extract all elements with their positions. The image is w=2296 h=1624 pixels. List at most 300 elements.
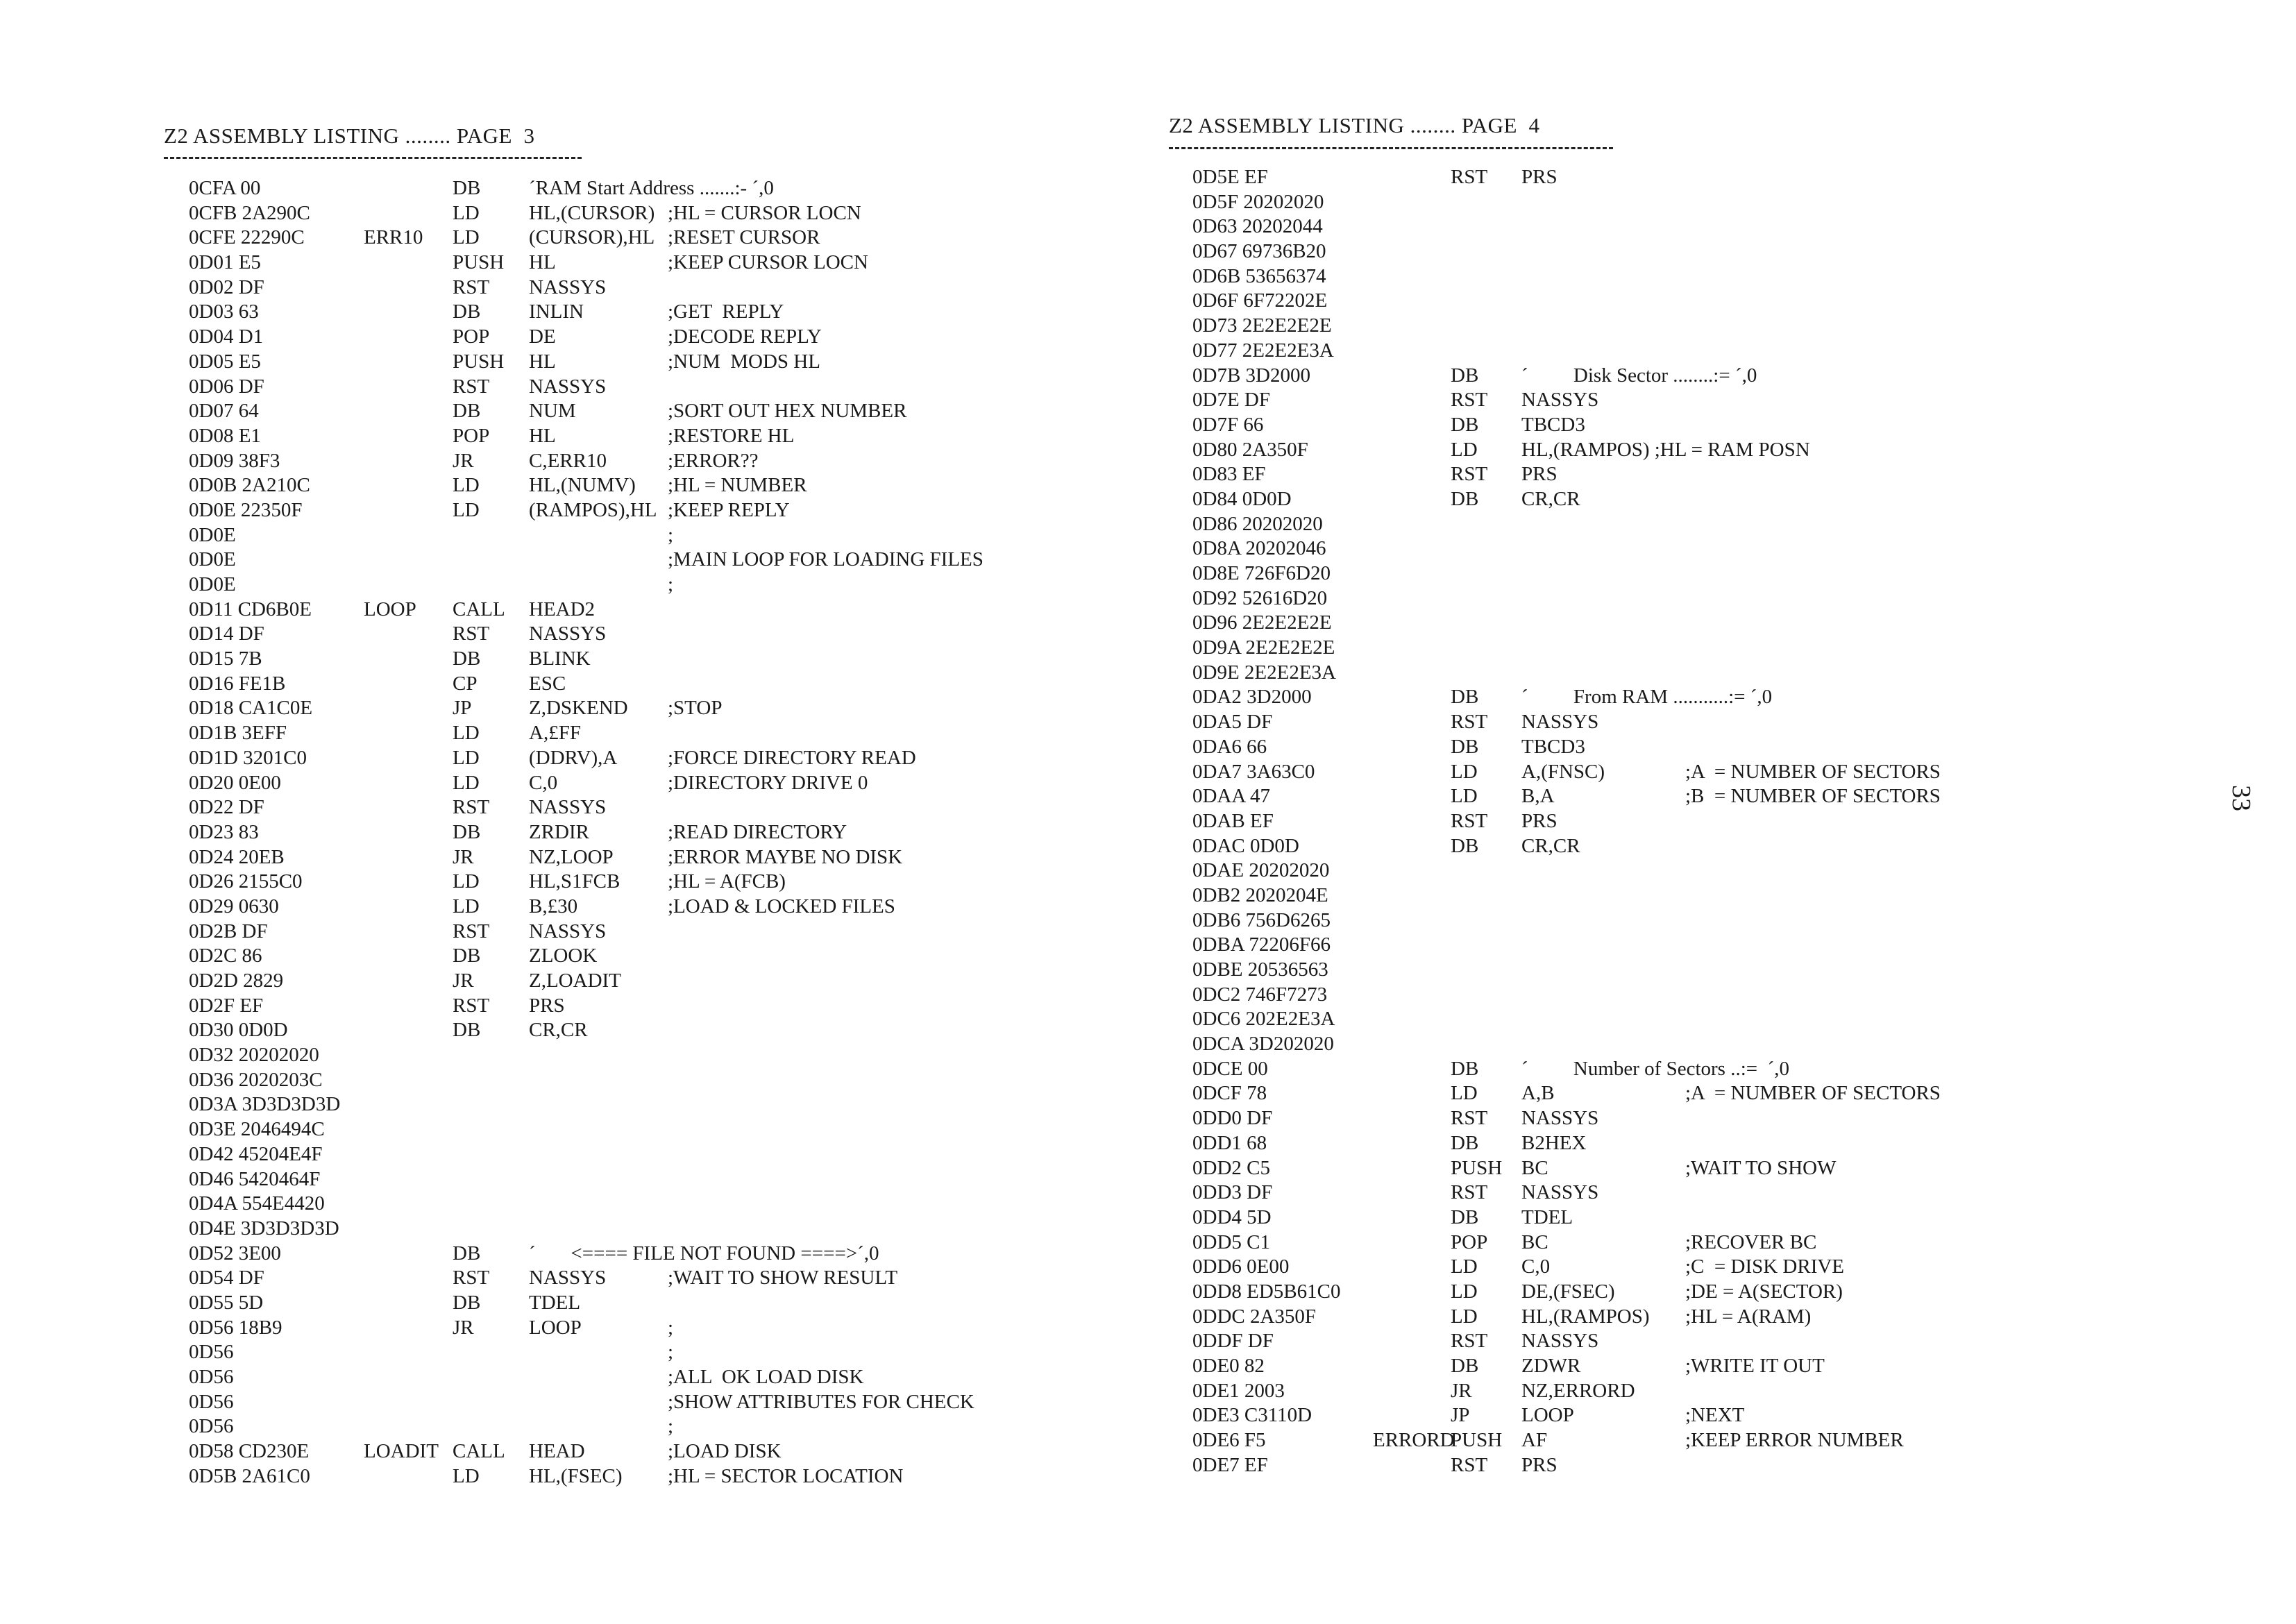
address-code: 0D63 20202044 bbox=[1192, 215, 1323, 238]
mnemonic: RST bbox=[453, 375, 490, 398]
address-code: 0D7B 3D2000 bbox=[1192, 364, 1310, 387]
listing-line bbox=[1192, 1329, 2199, 1354]
address-code: 0D83 EF bbox=[1192, 463, 1266, 486]
address-code: 0D01 E5 bbox=[189, 251, 261, 274]
address-code: 0D29 0630 bbox=[189, 895, 279, 917]
listing-line bbox=[1192, 438, 2199, 463]
operand: HL,(FSEC) bbox=[529, 1464, 623, 1487]
listing-line bbox=[189, 473, 1119, 498]
comment: ;A = NUMBER OF SECTORS bbox=[1685, 1082, 1941, 1105]
operand: (CURSOR),HL bbox=[529, 226, 655, 249]
listing-line bbox=[189, 1117, 1119, 1142]
listing-line bbox=[1192, 512, 2199, 537]
operand: CR,CR bbox=[1521, 834, 1580, 857]
page-header: Z2 ASSEMBLY LISTING ........ PAGE 3 bbox=[164, 124, 535, 148]
operand: TBCD3 bbox=[1521, 735, 1585, 758]
address-code: 0DC6 202E2E3A bbox=[1192, 1008, 1335, 1031]
mnemonic: JR bbox=[453, 449, 474, 472]
address-code: 0DAE 20202020 bbox=[1192, 859, 1330, 882]
address-code: 0D4A 554E4420 bbox=[189, 1192, 325, 1215]
operand: PRS bbox=[1521, 166, 1558, 188]
listing-line bbox=[189, 201, 1119, 226]
comment: ;B = NUMBER OF SECTORS bbox=[1685, 785, 1941, 808]
listing-line bbox=[1192, 1305, 2199, 1330]
operand: LOOP bbox=[1521, 1404, 1574, 1427]
listing-line bbox=[189, 746, 1119, 771]
listing-line bbox=[1192, 685, 2199, 710]
listing-line bbox=[189, 895, 1119, 920]
operand: B,A bbox=[1521, 785, 1555, 808]
address-code: 0DAB EF bbox=[1192, 809, 1274, 832]
address-code: 0D8E 726F6D20 bbox=[1192, 562, 1331, 584]
mnemonic: RST bbox=[1451, 1453, 1488, 1476]
address-code: 0DB2 2020204E bbox=[1192, 883, 1328, 906]
operand: NASSYS bbox=[529, 920, 607, 942]
mnemonic: RST bbox=[453, 1267, 490, 1289]
address-code: 0D46 5420464F bbox=[189, 1167, 321, 1190]
address-code: 0DC2 746F7273 bbox=[1192, 983, 1328, 1006]
listing-line bbox=[1192, 1131, 2199, 1156]
listing-line bbox=[189, 375, 1119, 400]
mnemonic: PUSH bbox=[1451, 1156, 1503, 1179]
mnemonic: RST bbox=[453, 994, 490, 1017]
address-code: 0D24 20EB bbox=[189, 845, 285, 868]
mnemonic: LD bbox=[453, 722, 480, 745]
address-code: 0DD8 ED5B61C0 bbox=[1192, 1280, 1341, 1303]
listing-line bbox=[1192, 413, 2199, 438]
listing-line bbox=[1192, 388, 2199, 413]
mnemonic: JR bbox=[453, 1316, 474, 1339]
listing-line bbox=[1192, 834, 2199, 859]
address-code: 0D18 CA1C0E bbox=[189, 697, 313, 720]
listing-line bbox=[189, 1167, 1119, 1192]
address-code: 0D30 0D0D bbox=[189, 1019, 288, 1042]
mnemonic: LD bbox=[453, 895, 480, 917]
address-code: 0D0E bbox=[189, 523, 236, 546]
operand: NASSYS bbox=[529, 375, 607, 398]
operand: Z,DSKEND bbox=[529, 697, 628, 720]
operand: ´ Disk Sector ........:= ´,0 bbox=[1521, 364, 1757, 387]
operand: DE,(FSEC) bbox=[1521, 1280, 1615, 1303]
mnemonic: DB bbox=[453, 301, 481, 323]
address-code: 0D73 2E2E2E2E bbox=[1192, 314, 1332, 337]
address-code: 0D80 2A350F bbox=[1192, 438, 1308, 461]
comment: ;ALL OK LOAD DISK bbox=[668, 1366, 864, 1388]
operand: INLIN bbox=[529, 301, 584, 323]
listing-line bbox=[189, 969, 1119, 994]
mnemonic: LD bbox=[453, 1464, 480, 1487]
listing-line bbox=[189, 251, 1119, 276]
listing-line bbox=[1192, 760, 2199, 785]
listing-line bbox=[189, 300, 1119, 325]
mnemonic: RST bbox=[1451, 1330, 1488, 1353]
operand: ESC bbox=[529, 672, 566, 695]
comment: ;DIRECTORY DRIVE 0 bbox=[668, 771, 868, 794]
address-code: 0DAA 47 bbox=[1192, 785, 1270, 808]
address-code: 0D5E EF bbox=[1192, 166, 1268, 188]
mnemonic: DB bbox=[1451, 1206, 1479, 1228]
listing-line bbox=[1192, 883, 2199, 908]
comment: ;ERROR MAYBE NO DISK bbox=[668, 845, 903, 868]
address-code: 0DCF 78 bbox=[1192, 1082, 1267, 1105]
listing-line bbox=[189, 994, 1119, 1019]
mnemonic: LD bbox=[453, 746, 480, 769]
mnemonic: RST bbox=[1451, 1107, 1488, 1130]
assembly-listing bbox=[189, 176, 1119, 1489]
address-code: 0DCE 00 bbox=[1192, 1057, 1268, 1080]
mnemonic: RST bbox=[453, 920, 490, 942]
operand: HEAD2 bbox=[529, 598, 596, 620]
comment: ;RESET CURSOR bbox=[668, 226, 820, 249]
operand: AF bbox=[1521, 1429, 1548, 1452]
mnemonic: JR bbox=[1451, 1379, 1472, 1402]
listing-line bbox=[189, 672, 1119, 697]
listing-line bbox=[189, 1291, 1119, 1316]
operand: NASSYS bbox=[1521, 1107, 1599, 1130]
address-code: 0D84 0D0D bbox=[1192, 487, 1292, 510]
operand: NUM bbox=[529, 400, 576, 423]
comment: ;HL = CURSOR LOCN bbox=[668, 201, 861, 224]
address-code: 0D09 38F3 bbox=[189, 449, 280, 472]
listing-line bbox=[189, 424, 1119, 449]
listing-line bbox=[1192, 1230, 2199, 1255]
comment: ;HL = A(RAM) bbox=[1685, 1305, 1812, 1328]
listing-line bbox=[189, 276, 1119, 301]
mnemonic: DB bbox=[453, 177, 481, 199]
comment: ;STOP bbox=[668, 697, 723, 720]
comment: ;NEXT bbox=[1685, 1404, 1745, 1427]
comment: ;GET REPLY bbox=[668, 301, 784, 323]
listing-line bbox=[189, 176, 1119, 201]
operand: C,0 bbox=[529, 771, 558, 794]
address-code: 0D23 83 bbox=[189, 820, 259, 843]
comment: ;NUM MODS HL bbox=[668, 350, 820, 373]
listing-line bbox=[1192, 1032, 2199, 1057]
listing-line bbox=[1192, 289, 2199, 314]
mnemonic: LD bbox=[1451, 1082, 1478, 1105]
listing-line bbox=[1192, 933, 2199, 958]
mnemonic: DB bbox=[1451, 686, 1479, 709]
mnemonic: DB bbox=[453, 1291, 481, 1314]
mnemonic: DB bbox=[453, 1242, 481, 1264]
comment: ;KEEP ERROR NUMBER bbox=[1685, 1429, 1904, 1452]
header-rule bbox=[1169, 147, 1613, 149]
address-code: 0D5B 2A61C0 bbox=[189, 1464, 310, 1487]
mnemonic: LD bbox=[1451, 785, 1478, 808]
address-code: 0D3A 3D3D3D3D bbox=[189, 1093, 341, 1116]
operand: B,£30 bbox=[529, 895, 578, 917]
operand: BC bbox=[1521, 1156, 1548, 1179]
mnemonic: POP bbox=[453, 325, 490, 348]
address-code: 0D11 CD6B0E bbox=[189, 598, 312, 620]
listing-line bbox=[189, 548, 1119, 573]
address-code: 0D32 20202020 bbox=[189, 1044, 319, 1067]
operand: A,(FNSC) bbox=[1521, 760, 1605, 783]
listing-line bbox=[1192, 908, 2199, 933]
operand: ZRDIR bbox=[529, 820, 589, 843]
label: LOOP bbox=[364, 598, 416, 620]
assembly-listing bbox=[1192, 165, 2199, 1478]
comment: ;KEEP REPLY bbox=[668, 498, 790, 521]
mnemonic: JR bbox=[453, 845, 474, 868]
mnemonic: DB bbox=[1451, 487, 1479, 510]
address-code: 0D14 DF bbox=[189, 623, 264, 645]
address-code: 0D56 bbox=[189, 1390, 234, 1413]
listing-line bbox=[1192, 239, 2199, 264]
operand: NASSYS bbox=[529, 796, 607, 819]
operand: LOOP bbox=[529, 1316, 582, 1339]
listing-line bbox=[1192, 165, 2199, 190]
operand: C,ERR10 bbox=[529, 449, 607, 472]
listing-line bbox=[189, 523, 1119, 548]
operand: A,B bbox=[1521, 1082, 1555, 1105]
listing-line bbox=[1192, 462, 2199, 487]
listing-line bbox=[1192, 809, 2199, 834]
address-code: 0D5F 20202020 bbox=[1192, 190, 1324, 213]
mnemonic: JP bbox=[453, 697, 472, 720]
listing-line bbox=[189, 573, 1119, 598]
address-code: 0D03 63 bbox=[189, 301, 259, 323]
address-code: 0D0E bbox=[189, 548, 236, 571]
address-code: 0DA2 3D2000 bbox=[1192, 686, 1312, 709]
page-number: 33 bbox=[2227, 785, 2256, 811]
comment: ;SHOW ATTRIBUTES FOR CHECK bbox=[668, 1390, 974, 1413]
listing-line bbox=[1192, 264, 2199, 289]
listing-line bbox=[189, 1092, 1119, 1117]
address-code: 0DD6 0E00 bbox=[1192, 1255, 1290, 1278]
comment: ;HL = SECTOR LOCATION bbox=[668, 1464, 904, 1487]
address-code: 0D7E DF bbox=[1192, 389, 1270, 412]
address-code: 0D96 2E2E2E2E bbox=[1192, 611, 1332, 634]
address-code: 0D2D 2829 bbox=[189, 970, 284, 992]
mnemonic: RST bbox=[453, 276, 490, 298]
address-code: 0D16 FE1B bbox=[189, 672, 286, 695]
listing-line bbox=[189, 1365, 1119, 1390]
address-code: 0DA5 DF bbox=[1192, 711, 1273, 734]
mnemonic: DB bbox=[453, 820, 481, 843]
listing-line bbox=[1192, 858, 2199, 883]
address-code: 0DD4 5D bbox=[1192, 1206, 1272, 1228]
listing-line bbox=[189, 1043, 1119, 1068]
address-code: 0DE7 EF bbox=[1192, 1453, 1268, 1476]
listing-line bbox=[1192, 1354, 2199, 1379]
comment: ;READ DIRECTORY bbox=[668, 820, 847, 843]
operand: NASSYS bbox=[1521, 711, 1599, 734]
address-code: 0D92 52616D20 bbox=[1192, 586, 1328, 609]
address-code: 0DD5 C1 bbox=[1192, 1230, 1270, 1253]
mnemonic: JR bbox=[453, 970, 474, 992]
operand: NASSYS bbox=[529, 1267, 607, 1289]
label: LOADIT bbox=[364, 1440, 439, 1463]
address-code: 0DD3 DF bbox=[1192, 1181, 1273, 1204]
listing-line bbox=[189, 1068, 1119, 1093]
comment: ; bbox=[668, 523, 674, 546]
listing-line bbox=[189, 1142, 1119, 1167]
operand: (DDRV),A bbox=[529, 746, 618, 769]
listing-line bbox=[1192, 561, 2199, 586]
operand: HL bbox=[529, 251, 556, 274]
listing-line bbox=[1192, 1206, 2199, 1230]
operand: NZ,ERRORD bbox=[1521, 1379, 1635, 1402]
listing-line bbox=[1192, 190, 2199, 215]
mnemonic: DB bbox=[453, 648, 481, 670]
address-code: 0D42 45204E4F bbox=[189, 1142, 323, 1165]
address-code: 0DD2 C5 bbox=[1192, 1156, 1270, 1179]
comment: ;ERROR?? bbox=[668, 449, 759, 472]
listing-line bbox=[1192, 1453, 2199, 1478]
listing-line bbox=[1192, 586, 2199, 611]
operand: Z,LOADIT bbox=[529, 970, 621, 992]
mnemonic: LD bbox=[453, 226, 480, 249]
mnemonic: RST bbox=[1451, 809, 1488, 832]
listing-line bbox=[1192, 1403, 2199, 1428]
comment: ;FORCE DIRECTORY READ bbox=[668, 746, 916, 769]
listing-line bbox=[1192, 1181, 2199, 1206]
listing-line bbox=[1192, 784, 2199, 809]
address-code: 0D2B DF bbox=[189, 920, 268, 942]
address-code: 0D86 20202020 bbox=[1192, 512, 1323, 535]
address-code: 0DE0 82 bbox=[1192, 1355, 1265, 1377]
operand: HL,(CURSOR) bbox=[529, 201, 655, 224]
listing-line bbox=[1192, 314, 2199, 339]
listing-line bbox=[1192, 214, 2199, 239]
mnemonic: POP bbox=[453, 424, 490, 447]
mnemonic: LD bbox=[453, 870, 480, 893]
operand: NASSYS bbox=[1521, 1330, 1599, 1353]
mnemonic: DB bbox=[453, 945, 481, 967]
address-code: 0CFA 00 bbox=[189, 177, 261, 199]
address-code: 0D0B 2A210C bbox=[189, 474, 310, 497]
address-code: 0D07 64 bbox=[189, 400, 259, 423]
listing-line bbox=[1192, 1057, 2199, 1082]
address-code: 0D56 bbox=[189, 1366, 234, 1388]
operand: PRS bbox=[1521, 809, 1558, 832]
operand: HL,S1FCB bbox=[529, 870, 621, 893]
address-code: 0CFE 22290C bbox=[189, 226, 305, 249]
mnemonic: LD bbox=[1451, 1280, 1478, 1303]
comment: ;LOAD & LOCKED FILES bbox=[668, 895, 895, 917]
listing-line bbox=[1192, 636, 2199, 661]
address-code: 0CFB 2A290C bbox=[189, 201, 310, 224]
listing-line bbox=[189, 647, 1119, 672]
listing-line bbox=[189, 399, 1119, 424]
address-code: 0D52 3E00 bbox=[189, 1242, 281, 1264]
operand: TDEL bbox=[1521, 1206, 1573, 1228]
label: ERR10 bbox=[364, 226, 423, 249]
listing-line bbox=[189, 1217, 1119, 1242]
comment: ;LOAD DISK bbox=[668, 1440, 782, 1463]
operand: BC bbox=[1521, 1230, 1548, 1253]
comment: ; bbox=[668, 1341, 674, 1364]
address-code: 0D2F EF bbox=[189, 994, 264, 1017]
listing-line bbox=[189, 1340, 1119, 1365]
mnemonic: RST bbox=[453, 796, 490, 819]
address-code: 0D6F 6F72202E bbox=[1192, 289, 1328, 312]
listing-line bbox=[1192, 364, 2199, 389]
operand: ´ <==== FILE NOT FOUND ====>´,0 bbox=[529, 1242, 879, 1264]
listing-line bbox=[189, 1266, 1119, 1291]
operand: CR,CR bbox=[1521, 487, 1580, 510]
operand: NASSYS bbox=[1521, 1181, 1599, 1204]
address-code: 0DBA 72206F66 bbox=[1192, 933, 1331, 956]
address-code: 0D9A 2E2E2E2E bbox=[1192, 636, 1335, 659]
comment: ;HL = NUMBER bbox=[668, 474, 807, 497]
operand: HEAD bbox=[529, 1440, 585, 1463]
address-code: 0D3E 2046494C bbox=[189, 1118, 325, 1141]
listing-line bbox=[1192, 536, 2199, 561]
operand: HL,(NUMV) bbox=[529, 474, 636, 497]
address-code: 0D9E 2E2E2E3A bbox=[1192, 661, 1336, 684]
address-code: 0D56 bbox=[189, 1341, 234, 1364]
operand: ZLOOK bbox=[529, 945, 598, 967]
mnemonic: PUSH bbox=[453, 350, 505, 373]
comment: ;KEEP CURSOR LOCN bbox=[668, 251, 868, 274]
mnemonic: CALL bbox=[453, 1440, 505, 1463]
comment: ;HL = A(FCB) bbox=[668, 870, 786, 893]
address-code: 0D6B 53656374 bbox=[1192, 264, 1326, 287]
comment: ;RECOVER BC bbox=[1685, 1230, 1817, 1253]
address-code: 0D67 69736B20 bbox=[1192, 240, 1326, 263]
operand: NZ,LOOP bbox=[529, 845, 614, 868]
listing-line bbox=[1192, 1106, 2199, 1131]
listing-line bbox=[1192, 735, 2199, 760]
address-code: 0DA6 66 bbox=[1192, 735, 1267, 758]
mnemonic: RST bbox=[1451, 463, 1488, 486]
mnemonic: LD bbox=[453, 498, 480, 521]
listing-line bbox=[189, 1464, 1119, 1489]
comment: ;DECODE REPLY bbox=[668, 325, 822, 348]
mnemonic: DB bbox=[1451, 1131, 1479, 1154]
comment: ;WRITE IT OUT bbox=[1685, 1355, 1825, 1377]
address-code: 0D26 2155C0 bbox=[189, 870, 303, 893]
mnemonic: RST bbox=[453, 623, 490, 645]
operand: PRS bbox=[1521, 463, 1558, 486]
mnemonic: PUSH bbox=[1451, 1429, 1503, 1452]
listing-line bbox=[189, 1390, 1119, 1415]
listing-line bbox=[189, 795, 1119, 820]
operand: BLINK bbox=[529, 648, 591, 670]
operand: NASSYS bbox=[1521, 389, 1599, 412]
address-code: 0D77 2E2E2E3A bbox=[1192, 339, 1334, 362]
listing-line bbox=[1192, 611, 2199, 636]
right-page bbox=[1148, 0, 2296, 1624]
listing-line bbox=[1192, 661, 2199, 686]
operand: NASSYS bbox=[529, 276, 607, 298]
header-rule bbox=[164, 157, 582, 159]
mnemonic: DB bbox=[1451, 1057, 1479, 1080]
comment: ;MAIN LOOP FOR LOADING FILES bbox=[668, 548, 984, 571]
listing-line bbox=[1192, 1156, 2199, 1181]
address-code: 0D20 0E00 bbox=[189, 771, 281, 794]
operand: PRS bbox=[1521, 1453, 1558, 1476]
listing-line bbox=[189, 870, 1119, 895]
mnemonic: RST bbox=[1451, 389, 1488, 412]
comment: ;DE = A(SECTOR) bbox=[1685, 1280, 1843, 1303]
listing-line bbox=[189, 1192, 1119, 1217]
mnemonic: LD bbox=[1451, 438, 1478, 461]
address-code: 0DE1 2003 bbox=[1192, 1379, 1285, 1402]
address-code: 0D05 E5 bbox=[189, 350, 261, 373]
operand: A,£FF bbox=[529, 722, 581, 745]
mnemonic: RST bbox=[1451, 1181, 1488, 1204]
comment: ;SORT OUT HEX NUMBER bbox=[668, 400, 907, 423]
address-code: 0DDC 2A350F bbox=[1192, 1305, 1317, 1328]
address-code: 0DB6 756D6265 bbox=[1192, 908, 1331, 931]
operand: DE bbox=[529, 325, 556, 348]
listing-line bbox=[189, 498, 1119, 523]
address-code: 0DE6 F5 bbox=[1192, 1429, 1266, 1452]
listing-line bbox=[189, 449, 1119, 474]
